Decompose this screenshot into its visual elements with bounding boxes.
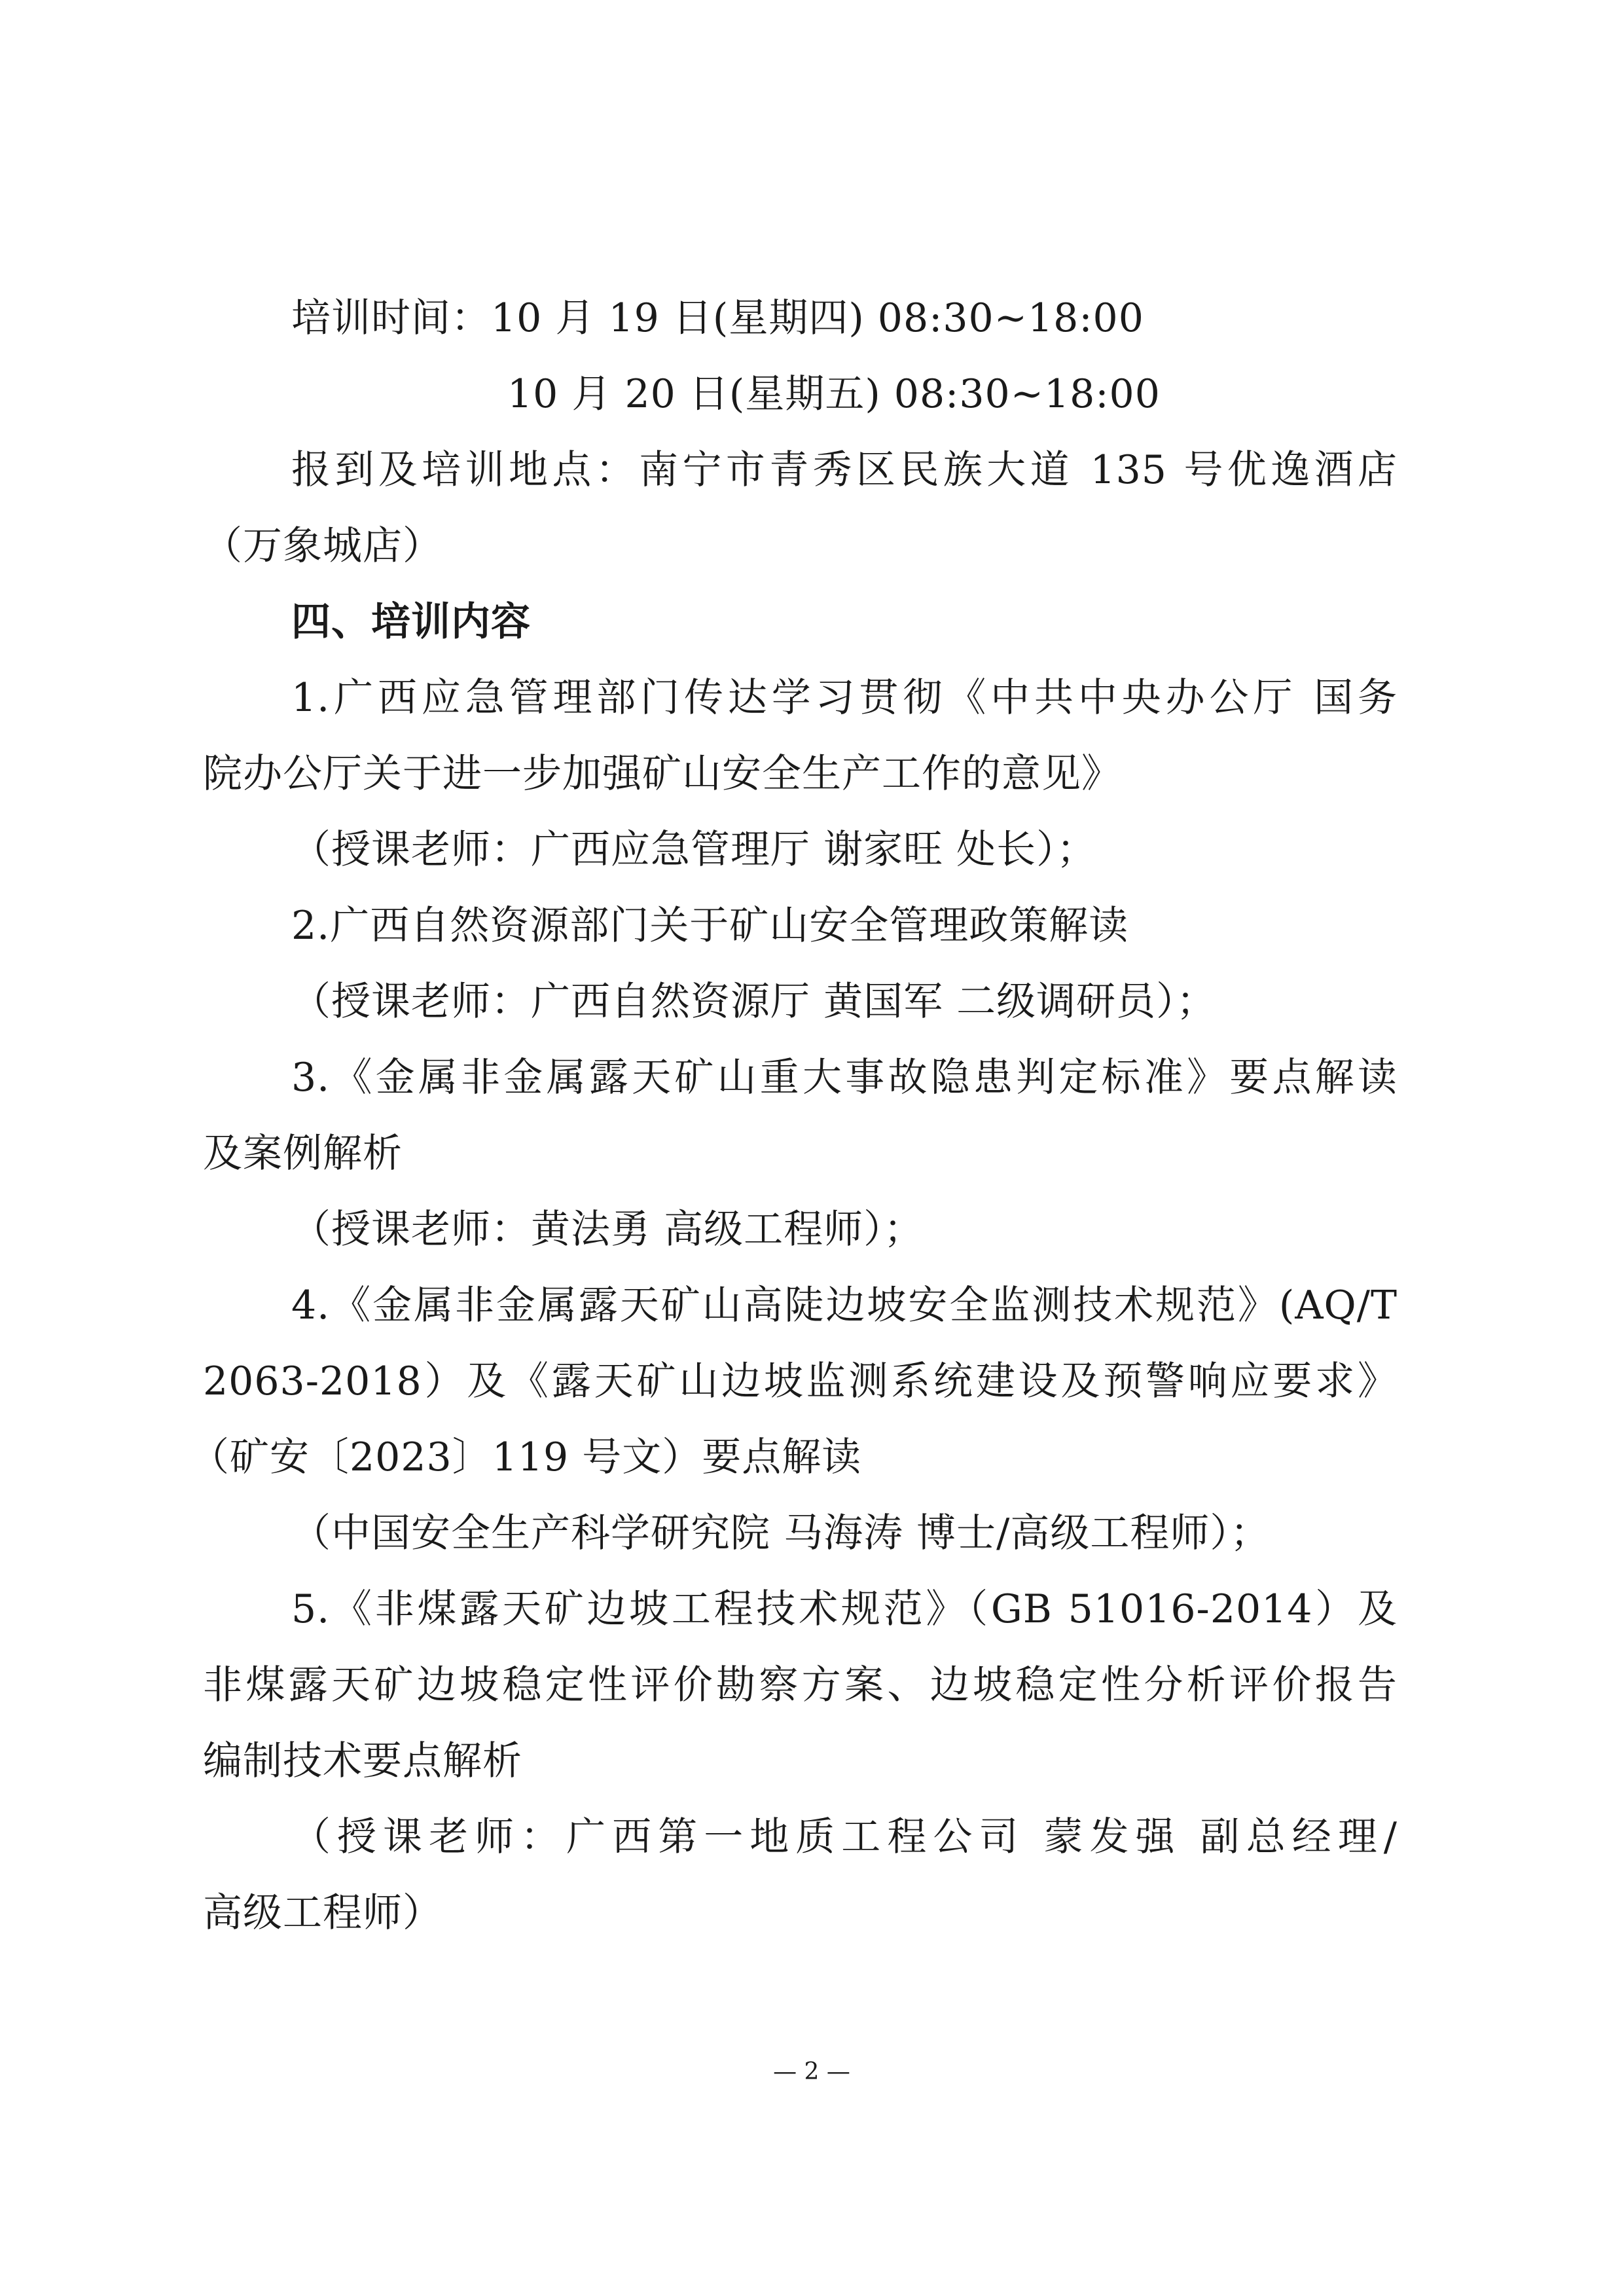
item-1-lecturer: （授课老师：广西应急管理厅 谢家旺 处长）； (291, 827, 1097, 873)
section-heading: 四、培训内容 (291, 599, 531, 645)
training-venue-line-1: 报到及培训地点：南宁市青秀区民族大道 135 号优逸酒店 (291, 447, 1398, 493)
item-5-line-1: 5.《非煤露天矿边坡工程技术规范》（GB 51016-2014）及 (291, 1586, 1398, 1632)
item-4-line-2: 2063-2018）及《露天矿山边坡监测系统建设及预警响应要求》 (203, 1358, 1398, 1404)
item-3-lecturer: （授课老师：黄法勇 高级工程师）； (291, 1207, 924, 1252)
item-4-lecturer: （中国安全生产科学研究院 马海涛 博士/高级工程师）； (291, 1510, 1271, 1556)
training-venue-line-2: （万象城店） (203, 523, 442, 569)
item-1-line-2: 院办公厅关于进一步加强矿山安全生产工作的意见》 (203, 751, 1121, 797)
item-5-line-2: 非煤露天矿边坡稳定性评价勘察方案、边坡稳定性分析评价报告 (203, 1662, 1398, 1708)
item-2-lecturer: （授课老师：广西自然资源厅 黄国军 二级调研员）； (291, 979, 1217, 1025)
item-5-lecturer-line-1: （授课老师：广西第一地质工程公司 蒙发强 副总经理/ (291, 1814, 1398, 1860)
item-3-line-2: 及案例解析 (203, 1131, 403, 1176)
item-5-line-3: 编制技术要点解析 (203, 1738, 522, 1784)
item-4-line-3: （矿安〔2023〕119 号文）要点解读 (190, 1434, 862, 1480)
page-number: — 2 — (773, 2058, 850, 2085)
training-time-line-2: 10 月 20 日(星期五) 08:30~18:00 (507, 371, 1161, 417)
item-5-lecturer-line-2: 高级工程师） (203, 1890, 442, 1936)
item-4-line-1: 4.《金属非金属露天矿山高陡边坡安全监测技术规范》(AQ/T (291, 1283, 1398, 1328)
item-1-line-1: 1.广西应急管理部门传达学习贯彻《中共中央办公厅 国务 (291, 675, 1398, 721)
training-time-line-1: 培训时间：10 月 19 日(星期四) 08:30~18:00 (291, 295, 1144, 341)
item-3-line-1: 3.《金属非金属露天矿山重大事故隐患判定标准》要点解读 (291, 1055, 1398, 1101)
item-2-line-1: 2.广西自然资源部门关于矿山安全管理政策解读 (291, 903, 1129, 949)
